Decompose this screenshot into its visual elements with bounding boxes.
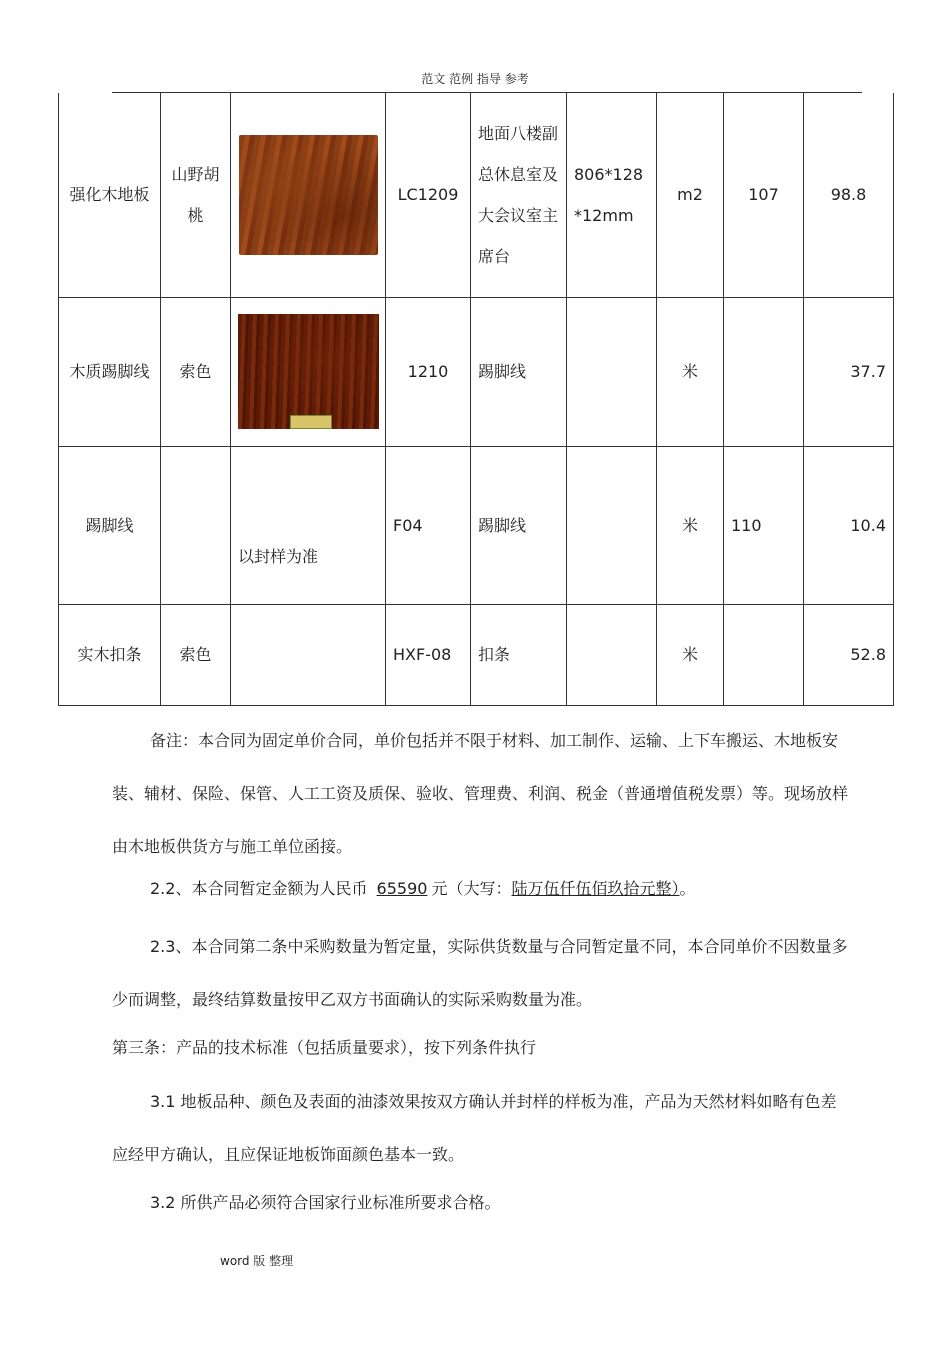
cell-name: 踢脚线 [59,446,161,604]
cell-code: HXF-08 [386,604,471,705]
cell-color: 索色 [161,297,231,446]
clause-2-2-mid: 元（大写： [431,879,512,898]
cell-name: 强化木地板 [59,93,161,297]
cell-name: 木质踢脚线 [59,297,161,446]
cell-code: 1210 [386,297,471,446]
sample-label-sticker [290,415,332,429]
wood-sample-image [238,314,379,429]
cell-price: 52.8 [804,604,894,705]
cell-sample [231,446,386,604]
cell-qty [724,297,804,446]
cell-spec: 806*128*12mm [567,93,657,297]
cell-price: 10.4 [804,446,894,604]
cell-qty: 107 [724,93,804,297]
cell-sample [231,93,386,297]
cell-unit: m2 [657,93,724,297]
table-row [59,297,894,446]
cell-code: F04 [386,446,471,604]
cell-price: 98.8 [804,93,894,297]
cell-name: 实木扣条 [59,604,161,705]
clause-3-1: 3.1 地板品种、颜色及表面的油漆效果按双方确认并封样的样板为准，产品为天然材料如略有色差应经甲方确认，且应保证地板饰面颜色基本一致。 [112,1092,837,1164]
cell-color [161,446,231,604]
cell-color: 山野胡桃 [161,93,231,297]
cell-unit: 米 [657,604,724,705]
cell-location: 踢脚线 [471,446,567,604]
cell-sample [231,297,386,446]
cell-color: 索色 [161,604,231,705]
page-footer: word 版 整理 [220,1254,294,1268]
clause-2-2-end: 。 [679,879,696,898]
cell-qty: 110 [724,446,804,604]
contract-amount: 65590 [376,879,428,898]
cell-unit: 米 [657,446,724,604]
clause-2-2-prefix: 2.2、本合同暂定金额为人民币 [150,879,368,898]
cell-qty [724,604,804,705]
cell-code: LC1209 [386,93,471,297]
cell-sample [231,604,386,705]
cell-location: 踢脚线 [471,297,567,446]
cell-location: 地面八楼副总休息室及大会议室主席台 [471,93,567,297]
page-header: 范文 范例 指导 参考 [421,72,529,86]
cell-unit: 米 [657,297,724,446]
clause-2-3: 2.3、本合同第二条中采购数量为暂定量，实际供货数量与合同暂定量不同，本合同单价不因数量多少而调整，最终结算数量按甲乙双方书面确认的实际采购数量为准。 [112,937,848,1009]
table-row [59,93,894,297]
wood-sample-image [239,135,378,255]
cell-spec [567,604,657,705]
clause-3-2: 3.2 所供产品必须符合国家行业标准所要求合格。 [150,1193,501,1212]
cell-spec [567,297,657,446]
cell-location: 扣条 [471,604,567,705]
table-row [59,604,894,705]
remark-paragraph: 备注：本合同为固定单价合同，单价包括并不限于材料、加工制作、运输、上下车搬运、木地板安装、辅材、保险、保管、人工工资及质保、验收、管理费、利润、税金（普通增值税发票）等。现场放样由木地板供货方与施工单位函接。 [112,731,849,856]
amount-in-words: 陆万伍仟伍佰玖拾元整） [511,879,680,898]
sample-caption: 以封样为准 [238,546,319,566]
cell-price: 37.7 [804,297,894,446]
table-row [59,446,894,604]
cell-spec [567,446,657,604]
article-3-heading: 第三条：产品的技术标准（包括质量要求），按下列条件执行 [112,1038,537,1057]
clause-2-2 [112,876,852,899]
materials-table [58,93,894,706]
